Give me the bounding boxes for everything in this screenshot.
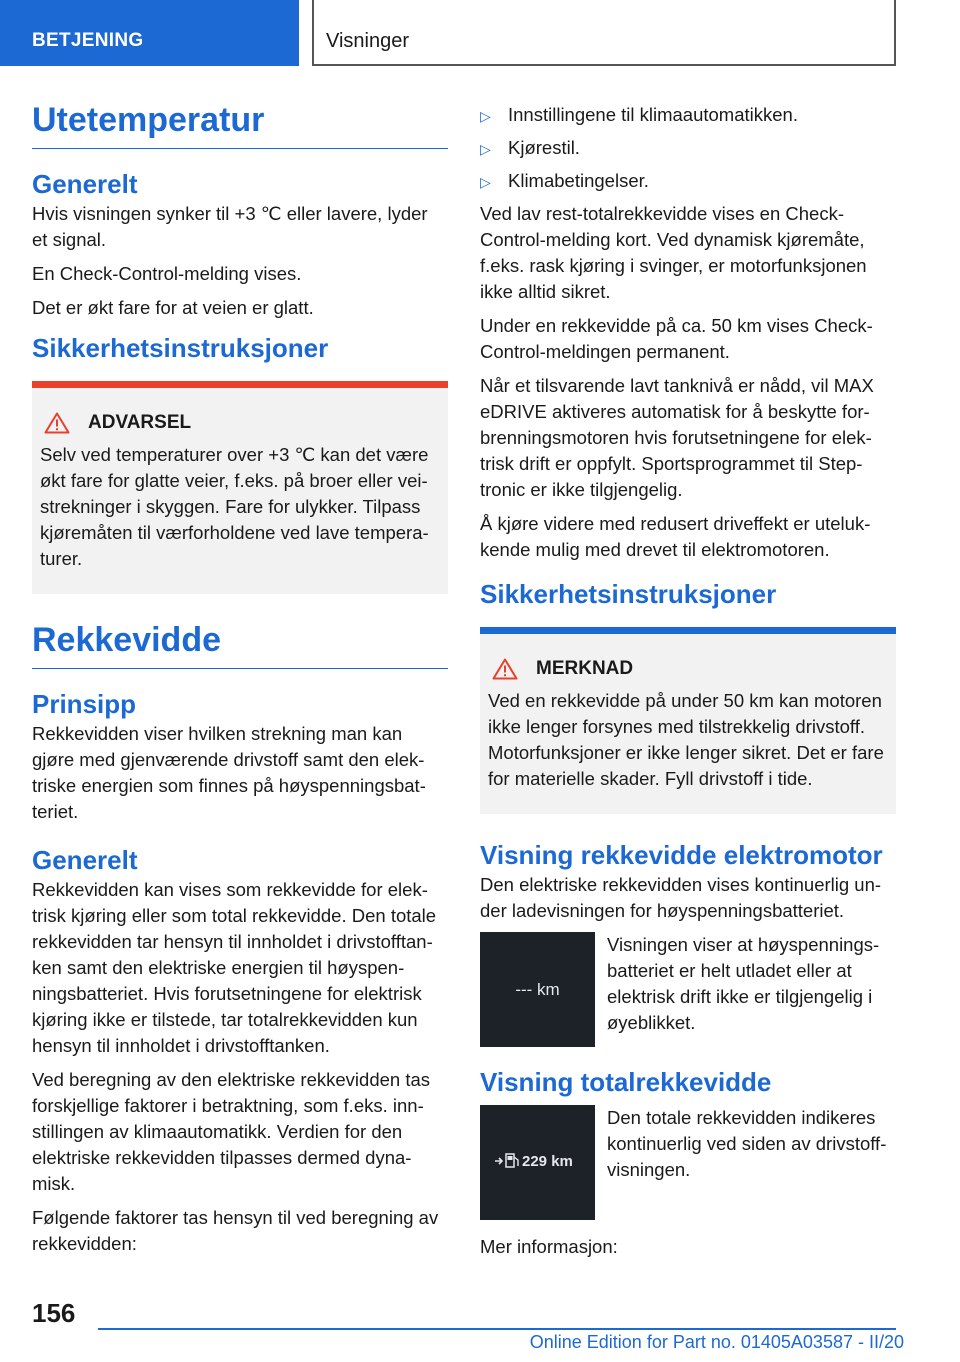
- warning-triangle-icon: [44, 412, 70, 434]
- bullet-triangle-icon: ▷: [480, 174, 491, 190]
- total-display-figure: [480, 1105, 896, 1220]
- paragraph: Under en rekkevidde på ca. 50 km vises Check-Control-meldingen permanent.: [480, 315, 873, 362]
- edition-note: Online Edition for Part no. 01405A03587 - II/20: [529, 1332, 904, 1352]
- paragraph: Mer informasjon:: [480, 1236, 618, 1257]
- paragraph: En Check-Control-melding vises.: [32, 263, 302, 284]
- heading-utetemperatur: Utetemperatur: [32, 98, 448, 149]
- display-screen: [480, 1105, 595, 1220]
- paragraph: Den elektriske rekkevidden vises kontinuerlig under ladevisningen for høyspenningsbatteriet.: [480, 874, 882, 921]
- paragraph: Følgende faktorer tas hensyn til ved beregning av rekkevidden:: [32, 1207, 439, 1254]
- warning-header: [40, 412, 440, 434]
- left-column: [32, 98, 448, 1265]
- paragraph: Ved beregning av den elektriske rekkevidden tas forskjellige faktorer i betraktning, som f.eks. innstillingen av klimaautomatikk. Verdien for den elektriske rekkevidden tilpasses dermed dynamisk.: [32, 1069, 431, 1194]
- note-label: MERKNAD: [536, 658, 634, 679]
- bullet-triangle-icon: ▷: [480, 141, 491, 157]
- heading-safety-right: Sikkerhetsinstruksjoner: [480, 579, 777, 609]
- display-total-value: 229 km: [522, 1153, 573, 1170]
- figure-caption: Visningen viser at høyspenningsbatteriet er helt utladet eller at elektrisk drift ikke er tilgjengelig i øyeblikket.: [607, 934, 880, 1033]
- note-header: [488, 658, 888, 680]
- warning-box: [32, 381, 448, 594]
- paragraph: Ved lav rest-totalrekkevidde vises en Check-Control-melding kort. Ved dynamisk kjøremåte, f.eks. rask kjøring i svinger, er motorfunksjonen ikke alltid sikret.: [480, 203, 867, 302]
- list-item: ▷ Innstillingene til klimaautomatikken.: [480, 102, 896, 129]
- page-number: 156: [32, 1298, 76, 1328]
- paragraph: Hvis visningen synker til +3 ℃ eller lavere, lyder et signal.: [32, 203, 428, 250]
- note-text: Ved en rekkevidde på under 50 km kan motoren ikke lenger forsynes med tilstrekkelig drivstoff. Motorfunksjoner er ikke lenger sikret. Det er fare for materielle skader. Fyll drivstoff i tide.: [488, 690, 884, 789]
- paragraph: Det er økt fare for at veien er glatt.: [32, 297, 314, 318]
- chapter-title: Visninger: [312, 0, 896, 66]
- list-item: ▷ Klimabetingelser.: [480, 168, 896, 195]
- factor-list: [480, 102, 896, 195]
- heading-safety: Sikkerhetsinstruksjoner: [32, 333, 329, 363]
- heading-elmotor: Visning rekkevidde elektromotor: [480, 840, 883, 870]
- page-header: [0, 0, 960, 66]
- heading-generelt: Generelt: [32, 845, 138, 875]
- footer-divider: [98, 1328, 896, 1330]
- heading-total: Visning totalrekkevidde: [480, 1067, 772, 1097]
- paragraph: Rekkevidden kan vises som rekkevidde for elektrisk kjøring eller som total rekkevidde. Den totale rekkevidden tar hensyn til innholdet i drivstofftanken samt den elektriske energien til høyspenningsbatteriet. Hvis forutsetningene for elektrisk kjøring ikke er tilstede, tar totalrekkevidden kun hensyn til innholdet i drivstofftanken.: [32, 879, 437, 1056]
- range-display-figure: [480, 932, 896, 1047]
- heading-rekkevidde: Rekkevidde: [32, 618, 448, 669]
- fuel-pump-icon: [494, 1151, 524, 1171]
- warning-triangle-icon: [492, 658, 518, 680]
- display-range-value: --- km: [515, 980, 560, 999]
- paragraph: Rekkevidden viser hvilken strekning man kan gjøre med gjenværende drivstoff samt den elektriske energien som finnes på høyspenningsbatteriet.: [32, 723, 426, 822]
- figure-caption: Den totale rekkevidden indikeres kontinuerlig ved siden av drivstoffvisningen.: [607, 1107, 887, 1180]
- warning-text: Selv ved temperaturer over +3 ℃ kan det være økt fare for glatte veier, f.eks. på broer eller veistrekninger i skyggen. Fare for ulykker. Tilpass kjøremåten til værforholdene ved lave temperaturer.: [40, 444, 429, 569]
- right-column: [480, 102, 896, 1268]
- section-tab: BETJENING: [0, 0, 299, 66]
- bullet-triangle-icon: ▷: [480, 108, 491, 124]
- note-box: [480, 627, 896, 814]
- paragraph: Å kjøre videre med redusert driveffekt er utelukkende mulig med drevet til elektromotoren.: [480, 513, 871, 560]
- heading-prinsipp: Prinsipp: [32, 689, 137, 719]
- warning-label: ADVARSEL: [88, 412, 192, 433]
- list-item: ▷ Kjørestil.: [480, 135, 896, 162]
- display-screen: [480, 932, 595, 1047]
- heading-generelt-temp: Generelt: [32, 169, 138, 199]
- paragraph: Når et tilsvarende lavt tanknivå er nådd, vil MAX eDRIVE aktiveres automatisk for å beskytte forbrenningsmotoren hvis forutsetningene for elektrisk drift er oppfylt. Sportsprogrammet til Steptronic er ikke tilgjengelig.: [480, 375, 874, 500]
